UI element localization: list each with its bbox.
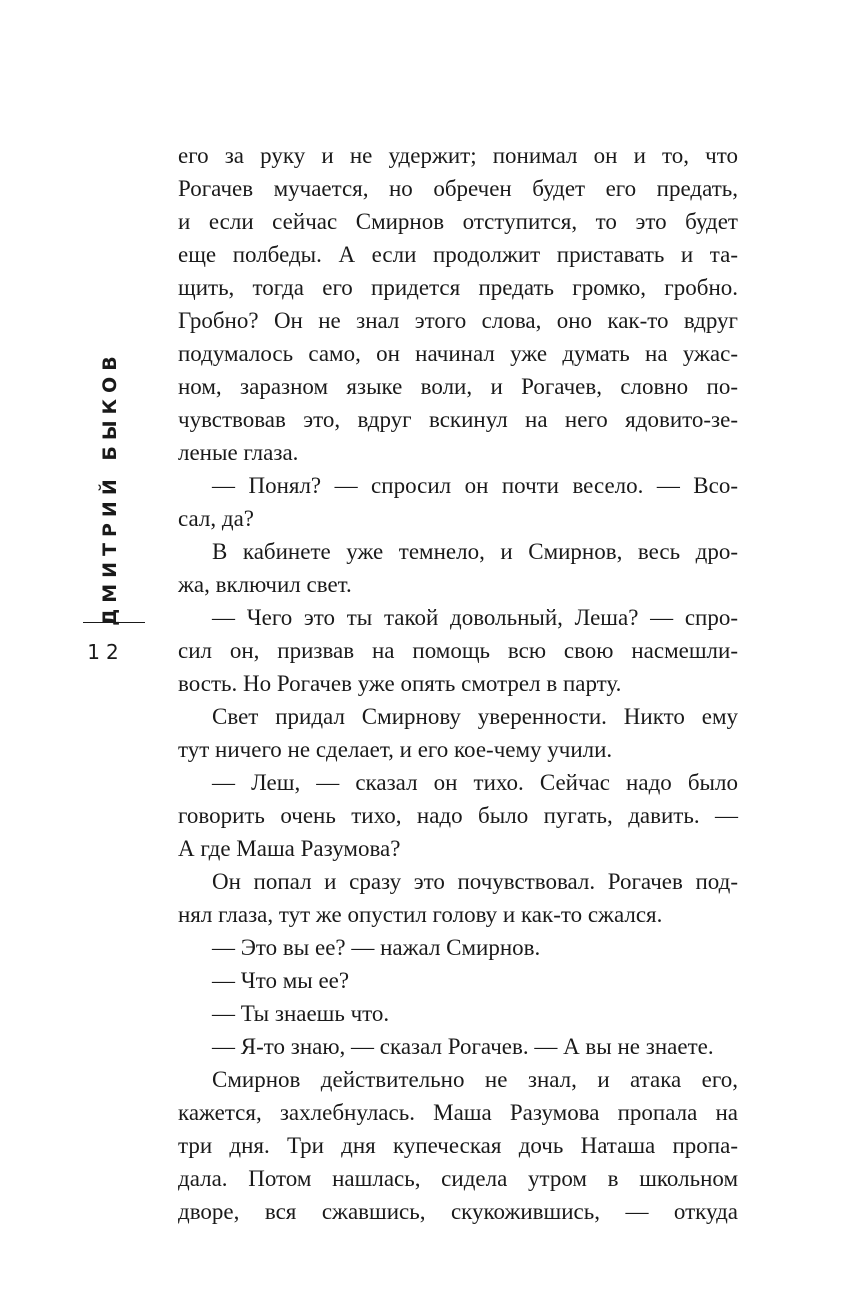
text-line: дворе, вся сжавшись, скукожившись, — откуда — [178, 1199, 738, 1224]
text-line: — Я-то знаю, — сказал Рогачев. — А вы не знаете. — [212, 1034, 714, 1059]
text-line: сил он, призвав на помощь всю свою насмешли- — [178, 638, 738, 663]
text-line: и если сейчас Смирнов отступится, то это будет — [178, 209, 738, 234]
text-line: В кабинете уже темнело, и Смирнов, весь дро- — [212, 539, 738, 564]
text-line: дала. Потом нашлась, сидела утром в школьном — [178, 1166, 738, 1191]
text-line: щить, тогда его придется предать громко, гробно. — [178, 275, 738, 300]
text-line: Смирнов действительно не знал, и атака его, — [212, 1067, 738, 1092]
text-line: Гробно? Он не знал этого слова, оно как-то вдруг — [178, 308, 738, 333]
text-line: Рогачев мучается, но обречен будет его предать, — [178, 176, 738, 201]
text-line: вость. Но Рогачев уже опять смотрел в парту. — [178, 671, 622, 696]
text-line: чувствовав это, вдруг вскинул на него ядовито-зе- — [178, 407, 738, 432]
body-text — [178, 139, 738, 1228]
text-line: жа, включил свет. — [178, 572, 352, 597]
text-line: — Чего это ты такой довольный, Леша? — спро- — [212, 605, 738, 630]
text-line: — Ты знаешь что. — [212, 1001, 390, 1026]
text-line: — Леш, — сказал он тихо. Сейчас надо было — [212, 770, 738, 795]
text-line: леные глаза. — [178, 440, 299, 465]
page-number: 12 — [87, 640, 125, 664]
text-line: три дня. Три дня купеческая дочь Наташа пропа- — [178, 1133, 738, 1158]
text-line: — Это вы ее? — нажал Смирнов. — [212, 935, 541, 960]
text-line: подумалось само, он начинал уже думать на ужас- — [178, 341, 738, 366]
text-line: его за руку и не удержит; понимал он и то, что — [178, 143, 738, 168]
text-line: сал, да? — [178, 506, 254, 531]
text-line: говорить очень тихо, надо было пугать, давить. — — [178, 803, 738, 828]
text-line: Он попал и сразу это почувствовал. Рогачев под- — [212, 869, 738, 894]
text-line: нял глаза, тут же опустил голову и как-то сжался. — [178, 902, 663, 927]
running-head-author: ДМИТРИЙ БЫКОВ — [99, 350, 121, 626]
running-head — [90, 350, 130, 626]
text-line: тут ничего не сделает, и его кое-чему учили. — [178, 737, 613, 762]
text-line: — Что мы ее? — [212, 968, 350, 993]
text-line: кажется, захлебнулась. Маша Разумова пропала на — [178, 1100, 738, 1125]
text-line: еще полбеды. А если продолжит приставать и та- — [178, 242, 738, 267]
folio-rule — [83, 622, 145, 623]
text-line: — Понял? — спросил он почти весело. — Всо- — [212, 473, 738, 498]
text-line: А где Маша Разумова? — [178, 836, 401, 861]
text-line: ном, заразном языке воли, и Рогачев, словно по- — [178, 374, 738, 399]
text-line: Свет придал Смирнову уверенности. Никто ему — [212, 704, 738, 729]
